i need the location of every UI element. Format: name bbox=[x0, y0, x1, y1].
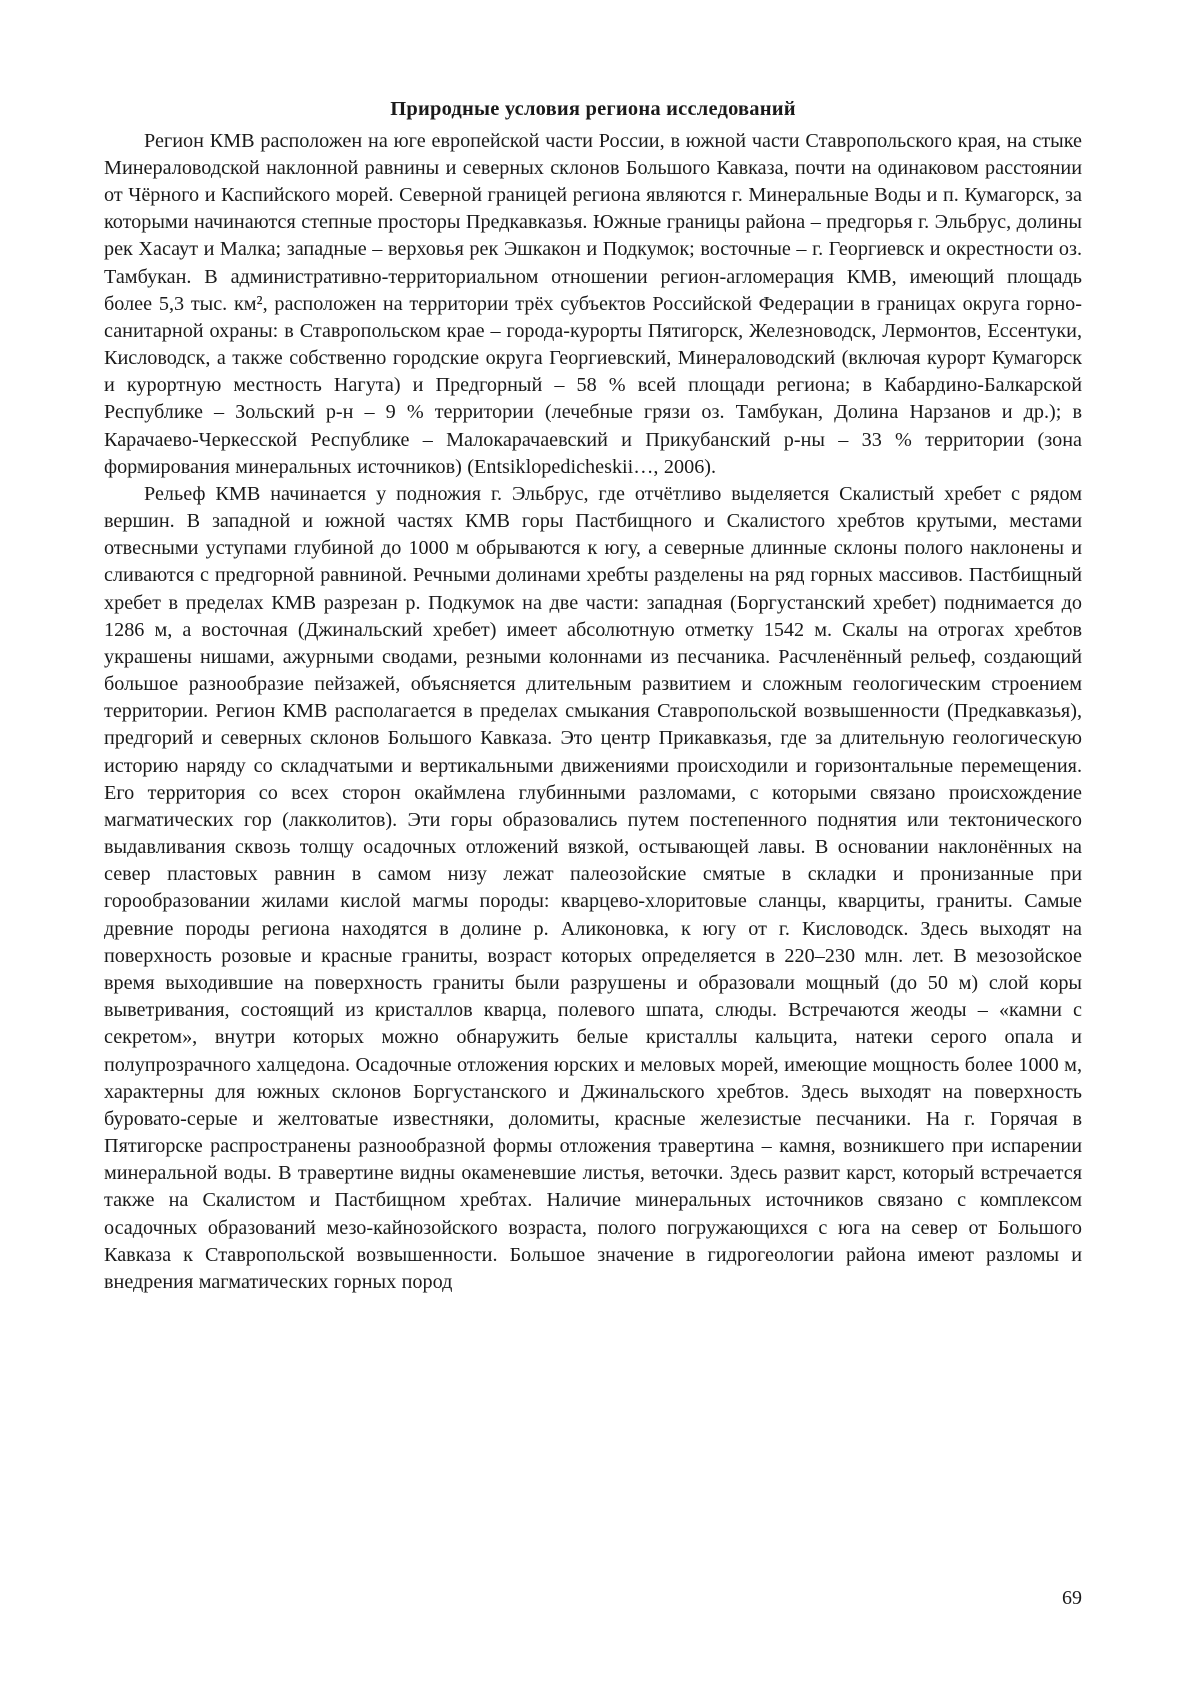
page-number: 69 bbox=[1062, 1587, 1082, 1609]
paragraph-1: Регион КМВ расположен на юге европейской части России, в южной части Ставропольского края, на стыке Минераловодской наклонной равнины и северных склонов Большого Кавказа, почти на одинаковом расстоянии от Чёрного и Каспийского морей. Северной границей региона являются г. Минеральные Воды и п. Кумагорск, за которыми начинаются степные просторы Предкавказья. Южные границы района – предгорья г. Эльбрус, долины рек Хасаут и Малка; западные – верховья рек Эшкакон и Подкумок; восточные – г. Георгиевск и окрестности оз. Тамбукан. В административно-территориальном отношении регион-агломерация КМВ, имеющий площадь более 5,3 тыс. км², расположен на территории трёх субъектов Российской Федерации в границах округа горно-санитарной охраны: в Ставропольском крае – города-курорты Пятигорск, Железноводск, Лермонтов, Ессентуки, Кисловодск, а также собственно городские округа Георгиевский, Минераловодский (включая курорт Кумагорск и курортную местность Нагута) и Предгорный – 58 % всей площади региона; в Кабардино-Балкарской Республике – Зольский р-н – 9 % территории (лечебные грязи оз. Тамбукан, Долина Нарзанов и др.); в Карачаево-Черкесской Республике – Малокарачаевский и Прикубанский р-ны – 33 % территории (зона формирования минеральных источников) (Entsiklopedicheskii…, 2006). bbox=[104, 129, 1082, 478]
body-text bbox=[104, 128, 1082, 1296]
page-title: Природные условия региона исследований bbox=[390, 98, 796, 120]
paragraph-2: Рельеф КМВ начинается у подножия г. Эльбрус, где отчётливо выделяется Скалистый хребет с рядом вершин. В западной и южной частях КМВ горы Пастбищного и Скалистого хребтов крутыми, местами отвесными уступами глубиной до 1000 м обрываются к югу, а северные длинные склоны полого наклонены и сливаются с предгорной равниной. Речными долинами хребты разделены на ряд горных массивов. Пастбищный хребет в пределах КМВ разрезан р. Подкумок на две части: западная (Боргустанский хребет) поднимается до 1286 м, а восточная (Джинальский хребет) имеет абсолютную отметку 1542 м. Скалы на отрогах хребтов украшены нишами, ажурными сводами, резными колоннами из песчаника. Расчленённый рельеф, создающий большое разнообразие пейзажей, объясняется длительным развитием и сложным геологическим строением территории. Регион КМВ располагается в пределах смыкания Ставропольской возвышенности (Предкавказья), предгорий и северных склонов Большого Кавказа. Это центр Прикавказья, где за длительную геологическую историю наряду со складчатыми и вертикальными движениями происходили и горизонтальные перемещения. Его территория со всех сторон окаймлена глубинными разломами, с которыми связано происхождение магматических гор (лакколитов). Эти горы образовались путем постепенного поднятия или тектонического выдавливания сквозь толщу осадочных отложений вязкой, остывающей лавы. В основании наклонённых на север пластовых равнин в самом низу лежат палеозойские смятые в складки и пронизанные при горообразовании жилами кислой магмы породы: кварцево-хлоритовые сланцы, кварциты, граниты. Самые древние породы региона находятся в долине р. Аликоновка, к югу от г. Кисловодск. Здесь выходят на поверхность розовые и красные граниты, возраст которых определяется в 220–230 млн. лет. В мезозойское время выходившие на поверхность граниты были разрушены и образовали мощный (до 50 м) слой коры выветривания, состоящий из кристаллов кварца, полевого шпата, слюды. Встречаются жеоды – «камни с секретом», внутри которых можно обнаружить белые кристаллы кальцита, натеки серого опала и полупрозрачного халцедона. Осадочные отложения юрских и меловых морей, имеющие мощность более 1000 м, характерны для южных склонов Боргустанского и Джинальского хребтов. Здесь выходят на поверхность буровато-серые и желтоватые известняки, доломиты, красные железистые песчаники. На г. Горячая в Пятигорске распространены разнообразной формы отложения травертина – камня, возникшего при испарении минеральной воды. В травертине видны окаменевшие листья, веточки. Здесь развит карст, который встречается также на Скалистом и Пастбищном хребтах. Наличие минеральных источников связано с комплексом осадочных образований мезо-кайнозойского возраста, полого погружающихся с юга на север от Большого Кавказа к Ставропольской возвышенности. Большое значение в гидрогеологии района имеют разломы и внедрения магматических горных пород bbox=[104, 482, 1082, 1293]
